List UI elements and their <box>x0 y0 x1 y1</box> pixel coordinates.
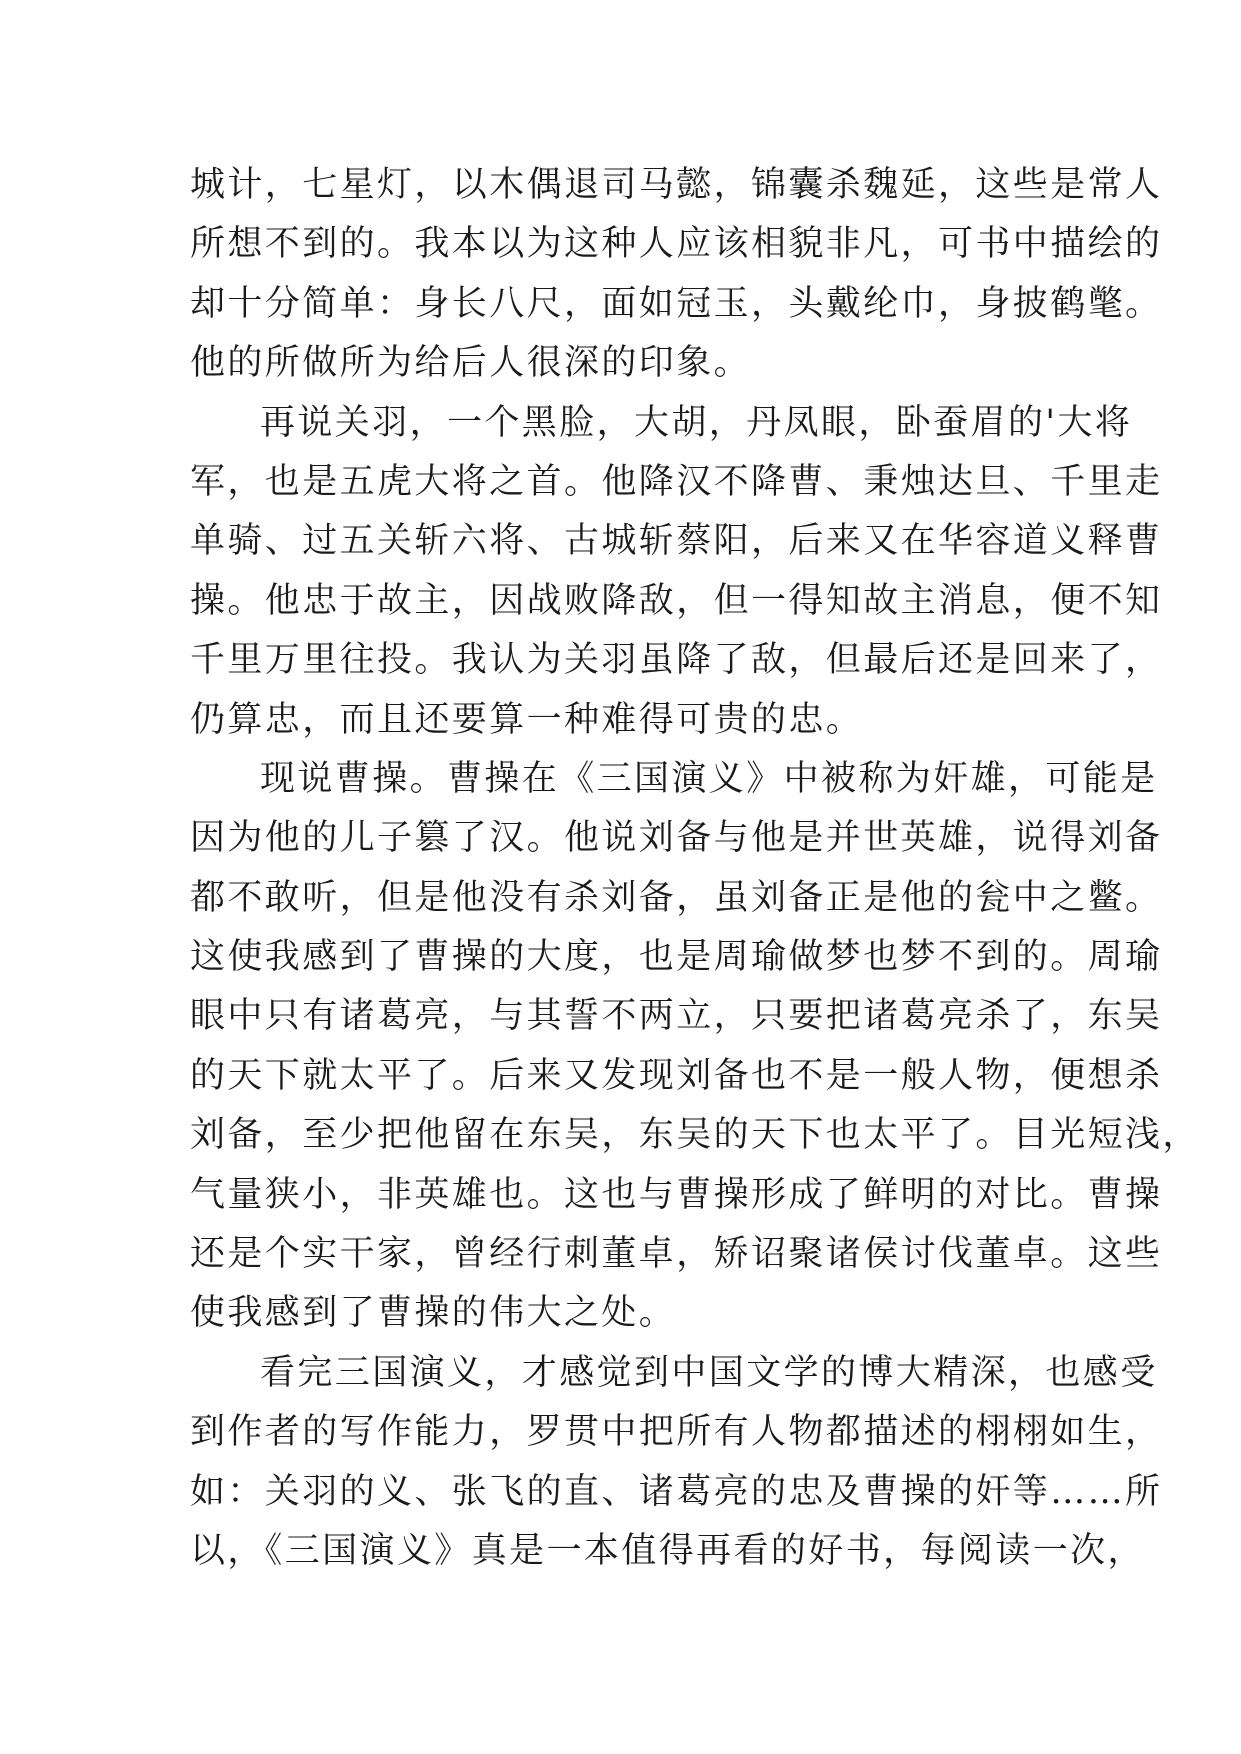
text-line: 的天下就太平了。后来又发现刘备也不是一般人物，便想杀 <box>190 1055 1163 1096</box>
text-line: 单骑、过五关斩六将、古城斩蔡阳，后来又在华容道义释曹 <box>190 521 1163 562</box>
text-line: 操。他忠于故主，因战败降敌，但一得知故主消息，便不知 <box>190 580 1163 621</box>
text-line: 眼中只有诸葛亮，与其誓不两立，只要把诸葛亮杀了，东吴 <box>190 996 1163 1037</box>
text-line: 还是个实干家，曾经行刺董卓，矫诏聚诸侯讨伐董卓。这些 <box>190 1234 1163 1275</box>
text-line: 气量狭小，非英雄也。这也与曹操形成了鲜明的对比。曹操 <box>190 1174 1163 1215</box>
text-line: 以，《三国演义》真是一本值得再看的好书，每阅读一次， <box>190 1530 1145 1571</box>
text-line: 却十分简单：身长八尺，面如冠玉，头戴纶巾，身披鹤氅。 <box>190 283 1163 324</box>
text-line: 看完三国演义，才感觉到中国文学的博大精深，也感受 <box>260 1352 1158 1393</box>
text-line: 军，也是五虎大将之首。他降汉不降曹、秉烛达旦、千里走 <box>190 461 1163 502</box>
text-line: 所想不到的。我本以为这种人应该相貌非凡，可书中描绘的 <box>190 224 1163 265</box>
text-line: 城计，七星灯，以木偶退司马懿，锦囊杀魏延，这些是常人 <box>190 165 1163 205</box>
text-line: 到作者的写作能力，罗贯中把所有人物都描述的栩栩如生， <box>190 1412 1163 1453</box>
text-line: 再说关羽，一个黑脸，大胡，丹凤眼，卧蚕眉的'大将 <box>260 402 1133 443</box>
text-line: 刘备，至少把他留在东吴，东吴的天下也太平了。目光短浅， <box>190 1115 1200 1156</box>
text-line: 千里万里往投。我认为关羽虽降了敌，但最后还是回来了， <box>190 640 1163 681</box>
body-text <box>190 156 1200 1581</box>
text-line: 如：关羽的义、张飞的直、诸葛亮的忠及曹操的奸等……所 <box>190 1471 1163 1512</box>
text-line: 都不敢听，但是他没有杀刘备，虽刘备正是他的瓮中之鳖。 <box>190 877 1163 918</box>
text-line: 这使我感到了曹操的大度，也是周瑜做梦也梦不到的。周瑜 <box>190 937 1163 978</box>
text-line: 他的所做所为给后人很深的印象。 <box>190 343 752 384</box>
text-line: 现说曹操。曹操在《三国演义》中被称为奸雄，可能是 <box>260 758 1158 799</box>
text-line: 仍算忠，而且还要算一种难得可贵的忠。 <box>190 699 864 740</box>
text-line: 因为他的儿子篡了汉。他说刘备与他是并世英雄，说得刘备 <box>190 818 1163 859</box>
text-line: 使我感到了曹操的伟大之处。 <box>190 1293 677 1334</box>
